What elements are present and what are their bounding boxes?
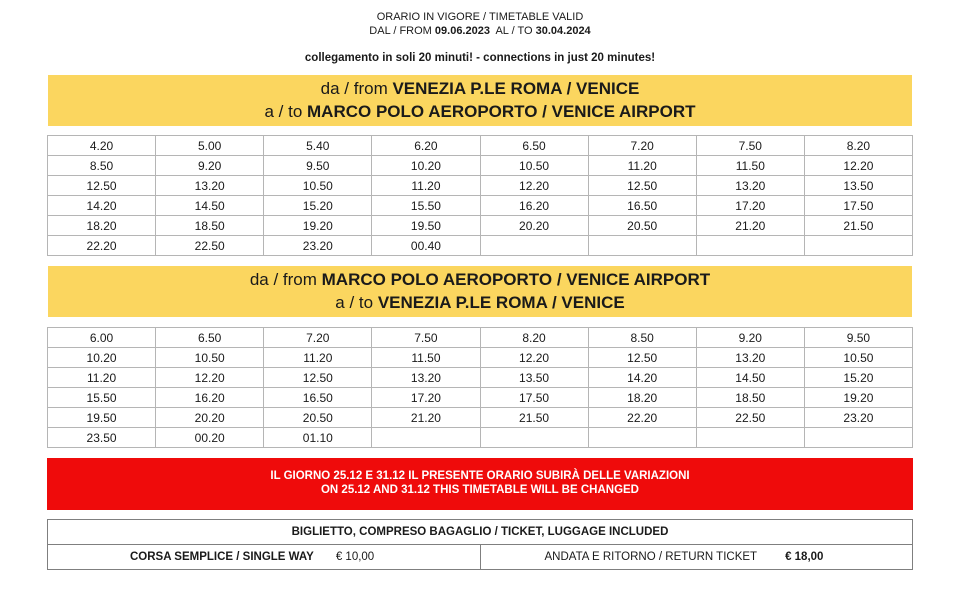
route2-time-cell bbox=[804, 428, 912, 448]
return-ticket-price: € 18,00 bbox=[785, 551, 824, 563]
route2-time-cell: 20.20 bbox=[156, 408, 264, 428]
route2-time-cell: 10.50 bbox=[156, 348, 264, 368]
route1-row bbox=[48, 176, 913, 196]
route1-time-cell: 16.20 bbox=[480, 196, 588, 216]
route2-time-cell: 8.50 bbox=[588, 328, 696, 348]
route1-time-cell: 15.20 bbox=[264, 196, 372, 216]
route1-time-cell: 23.20 bbox=[264, 236, 372, 256]
route1-time-cell: 8.20 bbox=[804, 136, 912, 156]
route2-time-cell: 13.20 bbox=[372, 368, 480, 388]
route2-time-cell: 22.50 bbox=[696, 408, 804, 428]
route1-time-cell: 22.50 bbox=[156, 236, 264, 256]
route2-timetable-body bbox=[48, 328, 913, 448]
route2-time-cell: 23.50 bbox=[48, 428, 156, 448]
route2-time-cell: 6.50 bbox=[156, 328, 264, 348]
route1-time-cell: 7.50 bbox=[696, 136, 804, 156]
route2-time-cell: 17.50 bbox=[480, 388, 588, 408]
route2-time-cell: 13.20 bbox=[696, 348, 804, 368]
route1-time-cell: 13.20 bbox=[156, 176, 264, 196]
route1-row bbox=[48, 136, 913, 156]
route2-row bbox=[48, 408, 913, 428]
route2-time-cell: 16.20 bbox=[156, 388, 264, 408]
route1-time-cell: 4.20 bbox=[48, 136, 156, 156]
route1-time-cell: 18.50 bbox=[156, 216, 264, 236]
route2-time-cell: 9.20 bbox=[696, 328, 804, 348]
route1-time-cell: 15.50 bbox=[372, 196, 480, 216]
validity-title: ORARIO IN VIGORE / TIMETABLE VALID bbox=[376, 11, 584, 23]
route2-time-cell: 19.20 bbox=[804, 388, 912, 408]
tagline: collegamento in soli 20 minuti! - connections in just 20 minutes! bbox=[304, 52, 656, 64]
route2-time-cell: 21.20 bbox=[372, 408, 480, 428]
route2-row bbox=[48, 328, 913, 348]
route2-time-cell bbox=[372, 428, 480, 448]
route2-time-cell: 10.50 bbox=[804, 348, 912, 368]
route1-from-line bbox=[48, 77, 912, 100]
route2-time-cell: 12.20 bbox=[480, 348, 588, 368]
route2-time-cell: 19.50 bbox=[48, 408, 156, 428]
single-ticket-cell bbox=[48, 545, 481, 570]
route1-to-place: MARCO POLO AEROPORTO / VENICE AIRPORT bbox=[307, 102, 696, 121]
route2-time-cell: 6.00 bbox=[48, 328, 156, 348]
route2-time-cell: 00.20 bbox=[156, 428, 264, 448]
route2-time-cell: 11.20 bbox=[264, 348, 372, 368]
route1-time-cell: 5.00 bbox=[156, 136, 264, 156]
route1-time-cell: 9.20 bbox=[156, 156, 264, 176]
route1-time-cell: 17.20 bbox=[696, 196, 804, 216]
route1-time-cell: 8.50 bbox=[48, 156, 156, 176]
route1-time-cell: 9.50 bbox=[264, 156, 372, 176]
route1-time-cell bbox=[588, 236, 696, 256]
route1-time-cell: 10.20 bbox=[372, 156, 480, 176]
route2-time-cell: 15.20 bbox=[804, 368, 912, 388]
route2-row bbox=[48, 428, 913, 448]
validity-to-prefix: AL / TO bbox=[489, 25, 536, 37]
route2-row bbox=[48, 348, 913, 368]
route2-time-cell: 10.20 bbox=[48, 348, 156, 368]
route2-time-cell: 13.50 bbox=[480, 368, 588, 388]
route1-row bbox=[48, 216, 913, 236]
route2-row bbox=[48, 388, 913, 408]
single-ticket-label: CORSA SEMPLICE / SINGLE WAY bbox=[130, 551, 314, 563]
route1-time-cell: 00.40 bbox=[372, 236, 480, 256]
route2-time-cell: 20.50 bbox=[264, 408, 372, 428]
validity-to-date: 30.04.2024 bbox=[535, 25, 591, 37]
route1-time-cell: 19.50 bbox=[372, 216, 480, 236]
route1-time-cell: 5.40 bbox=[264, 136, 372, 156]
route2-row bbox=[48, 368, 913, 388]
route1-from-prefix: da / from bbox=[320, 79, 393, 98]
return-ticket-cell bbox=[480, 545, 913, 570]
route1-time-cell: 13.20 bbox=[696, 176, 804, 196]
holiday-notice-english: ON 25.12 AND 31.12 THIS TIMETABLE WILL BE CHANGED bbox=[320, 484, 639, 496]
route1-time-cell: 20.20 bbox=[480, 216, 588, 236]
single-ticket-price: € 10,00 bbox=[335, 551, 375, 563]
route1-time-cell: 16.50 bbox=[588, 196, 696, 216]
route1-time-cell: 6.20 bbox=[372, 136, 480, 156]
route1-time-cell: 12.50 bbox=[48, 176, 156, 196]
route2-time-cell bbox=[696, 428, 804, 448]
route2-time-cell: 21.50 bbox=[480, 408, 588, 428]
route1-to-line bbox=[48, 100, 912, 123]
holiday-notice-italian: IL GIORNO 25.12 E 31.12 IL PRESENTE ORARIO SUBIRÀ DELLE VARIAZIONI bbox=[270, 470, 690, 482]
route2-time-cell: 16.50 bbox=[264, 388, 372, 408]
route2-time-cell: 18.20 bbox=[588, 388, 696, 408]
route2-banner bbox=[48, 266, 912, 317]
route1-time-cell: 14.50 bbox=[156, 196, 264, 216]
route1-row bbox=[48, 236, 913, 256]
route1-time-cell: 18.20 bbox=[48, 216, 156, 236]
route2-time-cell bbox=[588, 428, 696, 448]
route1-time-cell: 12.20 bbox=[480, 176, 588, 196]
route2-time-cell: 7.50 bbox=[372, 328, 480, 348]
route1-time-cell: 12.50 bbox=[588, 176, 696, 196]
route1-time-cell: 12.20 bbox=[804, 156, 912, 176]
route2-from-place: MARCO POLO AEROPORTO / VENICE AIRPORT bbox=[321, 270, 711, 289]
route2-time-cell: 14.50 bbox=[696, 368, 804, 388]
route1-time-cell bbox=[696, 236, 804, 256]
route1-time-cell: 10.50 bbox=[480, 156, 588, 176]
route1-banner bbox=[48, 75, 912, 126]
route2-time-cell: 7.20 bbox=[264, 328, 372, 348]
route2-time-cell: 11.20 bbox=[48, 368, 156, 388]
route2-time-cell: 17.20 bbox=[372, 388, 480, 408]
route1-time-cell bbox=[480, 236, 588, 256]
validity-from-prefix: DAL / FROM bbox=[369, 25, 435, 37]
route1-from-place: VENEZIA P.LE ROMA / VENICE bbox=[392, 79, 640, 98]
route1-timetable-body bbox=[48, 136, 913, 256]
route2-time-cell: 12.50 bbox=[264, 368, 372, 388]
holiday-notice bbox=[47, 458, 913, 510]
route2-time-cell: 12.20 bbox=[156, 368, 264, 388]
route1-time-cell: 21.20 bbox=[696, 216, 804, 236]
route2-to-prefix: a / to bbox=[335, 293, 378, 312]
route2-time-cell: 18.50 bbox=[696, 388, 804, 408]
route1-time-cell: 22.20 bbox=[48, 236, 156, 256]
route1-row bbox=[48, 156, 913, 176]
route1-time-cell: 7.20 bbox=[588, 136, 696, 156]
route1-time-cell: 21.50 bbox=[804, 216, 912, 236]
route1-time-cell: 10.50 bbox=[264, 176, 372, 196]
route1-time-cell: 17.50 bbox=[804, 196, 912, 216]
route2-time-cell bbox=[480, 428, 588, 448]
return-ticket-label: ANDATA E RITORNO / RETURN TICKET bbox=[544, 551, 758, 563]
route2-timetable bbox=[47, 327, 913, 448]
route1-time-cell: 20.50 bbox=[588, 216, 696, 236]
route1-time-cell bbox=[804, 236, 912, 256]
route1-time-cell: 19.20 bbox=[264, 216, 372, 236]
route2-from-prefix: da / from bbox=[249, 270, 322, 289]
ticket-caption: BIGLIETTO, COMPRESO BAGAGLIO / TICKET, LUGGAGE INCLUDED bbox=[48, 520, 913, 545]
route1-time-cell: 14.20 bbox=[48, 196, 156, 216]
validity-dates bbox=[0, 25, 960, 37]
route2-time-cell: 12.50 bbox=[588, 348, 696, 368]
route2-time-cell: 14.20 bbox=[588, 368, 696, 388]
validity-from-date: 09.06.2023 bbox=[434, 25, 490, 37]
route1-time-cell: 13.50 bbox=[804, 176, 912, 196]
route1-time-cell: 11.20 bbox=[588, 156, 696, 176]
route1-time-cell: 11.50 bbox=[696, 156, 804, 176]
route2-time-cell: 9.50 bbox=[804, 328, 912, 348]
route2-time-cell: 22.20 bbox=[588, 408, 696, 428]
route2-to-line bbox=[48, 291, 912, 314]
route2-to-place: VENEZIA P.LE ROMA / VENICE bbox=[377, 293, 625, 312]
route2-time-cell: 8.20 bbox=[480, 328, 588, 348]
route2-time-cell: 11.50 bbox=[372, 348, 480, 368]
route1-timetable bbox=[47, 135, 913, 256]
route1-time-cell: 11.20 bbox=[372, 176, 480, 196]
route2-time-cell: 01.10 bbox=[264, 428, 372, 448]
ticket-price-table bbox=[47, 519, 913, 570]
route1-row bbox=[48, 196, 913, 216]
route2-from-line bbox=[48, 268, 912, 291]
route1-time-cell: 6.50 bbox=[480, 136, 588, 156]
route2-time-cell: 15.50 bbox=[48, 388, 156, 408]
route1-to-prefix: a / to bbox=[264, 102, 307, 121]
route2-time-cell: 23.20 bbox=[804, 408, 912, 428]
